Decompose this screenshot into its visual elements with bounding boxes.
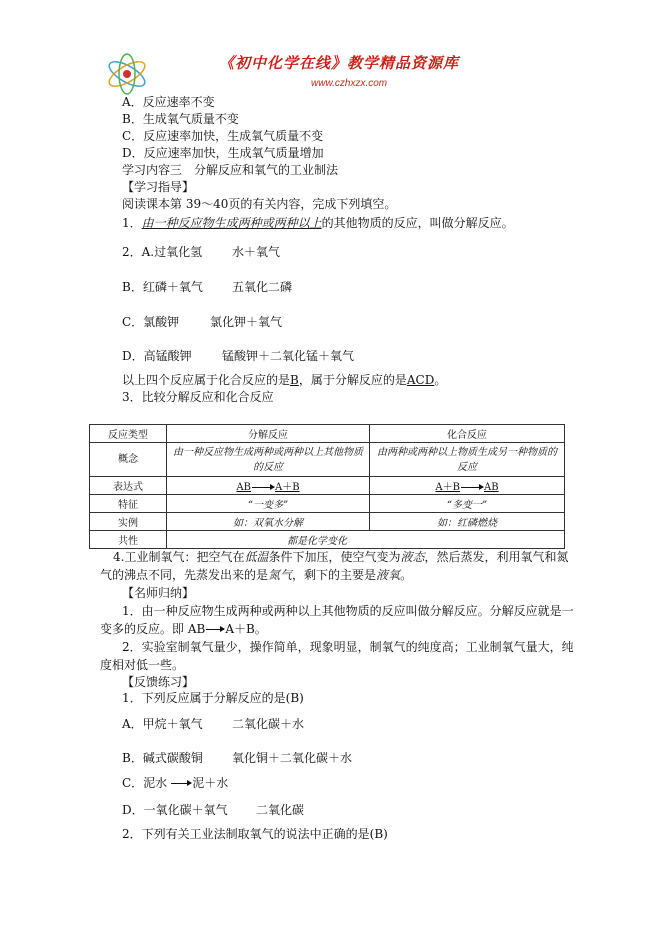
option-d: D．反应速率加快，生成氧气质量增加 xyxy=(122,146,324,160)
teacher-point-1: 1．由一种反应物生成两种或两种以上其他物质的反应叫做分解反应。分解反应就是一 xyxy=(122,604,574,618)
q4-text: 条件下加压，使空气变为 xyxy=(268,550,401,564)
question-4-line-2 xyxy=(100,567,412,583)
reaction-c-product: 氯化钾＋氧气 xyxy=(210,315,283,329)
question-1 xyxy=(122,215,514,231)
q4-answer-4: 液氧 xyxy=(376,568,401,582)
practice-option-label: D．一氧化碳＋氧气 xyxy=(122,803,228,817)
option-c: C．反应速率加快，生成氧气质量不变 xyxy=(122,129,324,143)
table-header-row xyxy=(90,425,565,443)
arrow-icon xyxy=(461,487,483,488)
practice-option-d xyxy=(122,802,305,818)
reaction-a xyxy=(122,244,281,260)
table-row xyxy=(90,477,565,495)
practice-question-1: 1．下列反应属于分解反应的是(B) xyxy=(122,691,304,705)
practice-option-a xyxy=(122,716,305,732)
reaction-b-product: 五氧化二磷 xyxy=(232,280,293,294)
table-header-cell: 化合反应 xyxy=(370,425,565,443)
guide-intro: 阅读课本第 39～40页的有关内容，完成下列填空。 xyxy=(122,197,397,211)
practice-question-2: 2．下列有关工业法制取氧气的说法中正确的是(B) xyxy=(122,827,388,841)
reaction-a-label: 2．A.过氧化氢 xyxy=(122,245,203,259)
table-cell: 由一种反应物生成两种或两种以上其他物质的反应 xyxy=(167,443,370,477)
table-row xyxy=(90,513,565,531)
conclusion-answer-1: B xyxy=(290,373,299,387)
comb-expr-left: A＋B xyxy=(435,482,460,493)
practice-option-product: 泥＋水 xyxy=(192,776,229,790)
practice-option-label: B．碱式碳酸铜 xyxy=(122,751,203,765)
q1-prefix: 1． xyxy=(122,216,142,230)
table-cell: “一变多” xyxy=(167,495,370,513)
q4-text: ，剩下的主要是 xyxy=(292,568,377,582)
practice-option-product: 二氧化碳 xyxy=(256,803,305,817)
q4-text: ，然后蒸发，利用氧气和氮 xyxy=(424,550,569,564)
option-a: A．反应速率不变 xyxy=(122,95,215,109)
q4-answer-2: 液态 xyxy=(400,550,425,564)
teacher-header: 【名师归纳】 xyxy=(122,586,195,600)
practice-option-b xyxy=(122,750,353,766)
practice-option-label: C．泥水 xyxy=(122,776,168,790)
reaction-b-label: B．红磷＋氧气 xyxy=(122,280,203,294)
comparison-table xyxy=(89,424,565,549)
q4-answer-3: 氮气 xyxy=(268,568,293,582)
conclusion-end: 。 xyxy=(434,373,447,387)
arrow-icon xyxy=(252,487,274,488)
row-label: 共性 xyxy=(90,531,167,549)
table-row xyxy=(90,495,565,513)
conclusion-answer-2: ACD xyxy=(406,373,435,387)
teacher-point-2: 2．实验室制氧气量少，操作简单，现象明显，制氧气的纯度高；工业制氧气量大，纯 xyxy=(122,640,574,654)
table-cell xyxy=(167,477,370,495)
q1-answer: 由一种反应物生成两种或两种以上 xyxy=(141,216,322,230)
conclusion xyxy=(122,372,446,388)
teacher-text: 变多的反应。即 AB xyxy=(100,622,206,636)
teacher-text: A＋B。 xyxy=(225,622,267,636)
table-header-cell: 反应类型 xyxy=(90,425,167,443)
q4-text: 气的沸点不同，先蒸发出来的是 xyxy=(100,568,269,582)
reaction-d-label: D．高锰酸钾 xyxy=(122,349,192,363)
q4-text: 。 xyxy=(400,568,413,582)
practice-option-product: 二氧化碳＋水 xyxy=(232,717,305,731)
teacher-point-1-cont xyxy=(100,621,267,637)
decomp-expr-right: A＋B xyxy=(275,482,300,493)
table-cell: 都是化学变化 xyxy=(167,531,565,549)
row-label: 表达式 xyxy=(90,477,167,495)
option-b: B．生成氧气质量不变 xyxy=(122,112,239,126)
practice-option-product: 氧化铜＋二氧化碳＋水 xyxy=(232,751,353,765)
question-3: 3．比较分解反应和化合反应 xyxy=(122,390,274,404)
row-label: 实例 xyxy=(90,513,167,531)
table-row xyxy=(90,531,565,549)
reaction-c xyxy=(122,314,283,330)
q1-suffix: 的其他物质的反应，叫做分解反应。 xyxy=(321,216,514,230)
reaction-c-label: C．氯酸钾 xyxy=(122,315,180,329)
question-4-line-1 xyxy=(113,549,569,565)
banner-title: 《初中化学在线》教学精品资源库 xyxy=(219,54,460,72)
conclusion-pre: 以上四个反应属于化合反应的是 xyxy=(122,373,291,387)
reaction-b xyxy=(122,279,293,295)
arrow-icon xyxy=(171,783,191,784)
arrow-icon xyxy=(206,629,224,630)
practice-header: 【反馈练习】 xyxy=(122,675,195,689)
q4-text: 4.工业制氧气：把空气在 xyxy=(113,550,245,564)
section-title: 学习内容三 分解反应和氧气的工业制法 xyxy=(122,163,339,177)
table-cell: 如：双氧水分解 xyxy=(167,513,370,531)
q4-answer-1: 低温 xyxy=(244,550,269,564)
atom-logo-icon xyxy=(103,50,151,96)
table-cell: 由两种或两种以上物质生成另一种物质的反应 xyxy=(370,443,565,477)
guide-header: 【学习指导】 xyxy=(122,180,195,194)
row-label: 特征 xyxy=(90,495,167,513)
table-row xyxy=(90,443,565,477)
teacher-point-2-cont: 度相对低一些。 xyxy=(100,658,185,672)
table-cell: 如：红磷燃烧 xyxy=(370,513,565,531)
header-banner xyxy=(103,50,561,96)
table-cell xyxy=(370,477,565,495)
practice-option-label: A．甲烷＋氧气 xyxy=(122,717,203,731)
reaction-a-product: 水＋氧气 xyxy=(232,245,281,259)
banner-url: www.czhxzx.com xyxy=(311,78,388,89)
table-header-cell: 分解反应 xyxy=(167,425,370,443)
reaction-d xyxy=(122,348,355,364)
comb-expr-right: AB xyxy=(484,482,499,493)
conclusion-mid: ，属于分解反应的是 xyxy=(298,373,407,387)
table-cell: “多变一” xyxy=(370,495,565,513)
decomp-expr-left: AB xyxy=(236,482,251,493)
reaction-d-product: 锰酸钾＋二氧化锰＋氧气 xyxy=(222,349,355,363)
row-label: 概念 xyxy=(90,443,167,477)
practice-option-c xyxy=(122,775,228,791)
